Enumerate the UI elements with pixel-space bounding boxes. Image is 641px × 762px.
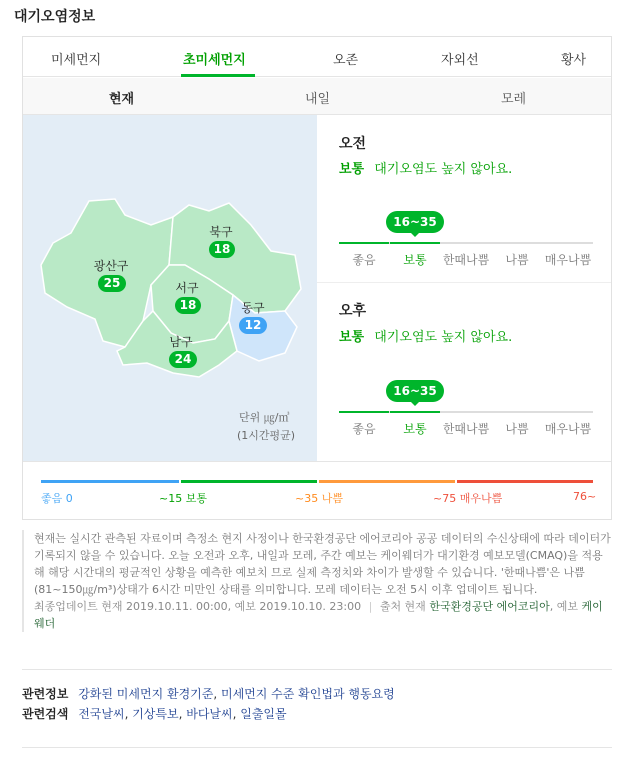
forecast-am-scale [339, 242, 593, 244]
forecast-am-scale-bad: 나쁨 [505, 253, 529, 267]
scale-seg-good [339, 411, 389, 413]
region-value-gwangsan: 25 [98, 275, 126, 292]
legend-bar-very-bad [457, 480, 593, 483]
scale-seg-normal [390, 242, 440, 244]
grade-legend [23, 461, 611, 521]
forecast-am-period: 오전 [339, 136, 367, 152]
tab-uv[interactable]: 자외선 [441, 53, 479, 68]
related-info-link-guide[interactable]: 미세먼지 수준 확인법과 행동요령 [221, 687, 395, 701]
legend-very-bad: ~75 매우나쁨 [433, 492, 503, 505]
tab-yellow-dust[interactable]: 황사 [561, 53, 587, 68]
forecast-am [317, 115, 611, 283]
region-label-nam: 남구 [169, 335, 193, 349]
related-search-link-alert[interactable]: 기상특보 [132, 707, 179, 721]
related-search-link-marine[interactable]: 바다날씨 [186, 707, 233, 721]
forecast-pm-scale-very-bad: 매우나쁨 [544, 422, 592, 436]
related-info-link-standard[interactable]: 강화된 미세먼지 환경기준 [78, 687, 214, 701]
scale-seg-normal [390, 411, 440, 413]
source-airkorea-link[interactable]: 한국환경공단 에어코리아 [429, 600, 550, 613]
related-info-label: 관련정보 [22, 687, 69, 701]
related-search-link-sun[interactable]: 일출일몰 [240, 707, 287, 721]
divider-bottom [22, 747, 612, 748]
forecast-am-grade: 보통 [339, 162, 365, 177]
forecast-pm-message: 대기오염도 높지 않아요. [374, 330, 513, 345]
related-search-link-weather[interactable]: 전국날씨 [78, 707, 125, 721]
divider-top [22, 669, 612, 670]
source-label: 출처 현재 [379, 600, 426, 613]
tab-ozone[interactable]: 오존 [333, 53, 359, 68]
legend-bad: ~35 나쁨 [295, 492, 343, 505]
region-value-seo: 18 [175, 297, 201, 314]
forecast-pm-scale [339, 411, 593, 413]
region-label-dong: 동구 [241, 301, 265, 315]
tab-fine-dust[interactable]: 미세먼지 [51, 53, 102, 68]
forecast-pm-grade: 보통 [339, 330, 365, 345]
forecast-am-message: 대기오염도 높지 않아요. [374, 162, 513, 177]
legend-good: 좋음 0 [41, 492, 73, 505]
source-kweather-link[interactable]: 케이웨더 [34, 600, 603, 630]
unit-average-label: (1시간평균) [237, 429, 296, 442]
forecast-pm-scale-sometimes-bad: 한때나쁨 [442, 422, 490, 436]
active-tab-indicator [181, 74, 255, 77]
air-quality-card [22, 36, 612, 520]
data-notice [22, 530, 612, 632]
tab-today[interactable]: 현재 [109, 92, 135, 107]
legend-bar-good [41, 480, 179, 483]
related-search: 관련검색 전국날씨, 기상특보, 바다날씨, 일출일몰 [22, 707, 287, 721]
page-title: 대기오염정보 [14, 9, 96, 25]
forecast-pm-period: 오후 [339, 303, 367, 319]
forecast-am-range: 16~35 [386, 211, 444, 233]
region-label-seo: 서구 [175, 281, 199, 295]
forecast-am-status [339, 158, 512, 177]
related-search-label: 관련검색 [22, 707, 69, 721]
forecast-am-scale-sometimes-bad: 한때나쁨 [442, 253, 490, 267]
region-value-nam: 24 [169, 351, 197, 368]
forecast-pm-scale-good: 좋음 [352, 422, 376, 436]
day-tabs [23, 78, 611, 115]
pollutant-tabs [23, 37, 611, 77]
region-value-buk: 18 [209, 241, 235, 258]
forecast-am-scale-normal: 보통 [403, 253, 427, 267]
legend-max: 76~ [573, 490, 597, 503]
region-label-gwangsan: 광산구 [93, 259, 129, 273]
forecast-am-scale-good: 좋음 [352, 253, 376, 267]
region-label-buk: 북구 [209, 225, 233, 239]
update-time: 최종업데이트 현재 2019.10.11. 00:00, 예보 2019.10.10. 23:00 [34, 600, 362, 613]
legend-normal: ~15 보통 [159, 492, 207, 505]
forecast-pm-range: 16~35 [386, 380, 444, 402]
forecast-pm-scale-normal: 보통 [403, 422, 427, 436]
tab-ultrafine-dust[interactable]: 초미세먼지 [183, 53, 246, 68]
legend-bar-bad [319, 480, 455, 483]
legend-bar-normal [181, 480, 317, 483]
unit-label: 단위 ㎍/㎥ [239, 411, 290, 424]
related-info: 관련정보 강화된 미세먼지 환경기준, 미세먼지 수준 확인법과 행동요령 [22, 687, 395, 701]
scale-seg-good [339, 242, 389, 244]
update-info: 최종업데이트 현재 2019.10.11. 00:00, 예보 2019.10.10. 23:00 | 출처 현재 한국환경공단 에어코리아, 예보 케이웨더 [34, 600, 603, 630]
tab-tomorrow[interactable]: 내일 [305, 92, 331, 107]
notice-text: 현재는 실시간 관측된 자료이며 측정소 현지 사정이나 한국환경공단 에어코리아 공공 데이터의 수신상태에 따라 데이터가 기록되지 않을 수 있습니다. 오늘 오전과 오후, 내일과 모레, 주간 예보는 케이웨더가 대기환경 예보모델(CMAQ)을 적용해 해당 시간대의 평균적인 상황을 예측한 예보치 므로 실제 측정치와 차이가 발생할 수 있습니다. '한때나쁨'은 나쁨(81~150㎍/m³)상태가 6시간 미만인 상태를 의미합니다. 모레 데이터는 오전 5시 이후 업데이트 됩니다. [34, 532, 611, 596]
tab-day-after[interactable]: 모레 [501, 92, 527, 107]
region-value-dong: 12 [239, 317, 267, 334]
region-map [23, 115, 317, 461]
source-forecast-label: , 예보 [549, 600, 578, 613]
forecast-pm-status [339, 326, 512, 345]
forecast-am-scale-very-bad: 매우나쁨 [544, 253, 592, 267]
forecast-pm [317, 284, 611, 461]
forecast-pm-scale-bad: 나쁨 [505, 422, 529, 436]
